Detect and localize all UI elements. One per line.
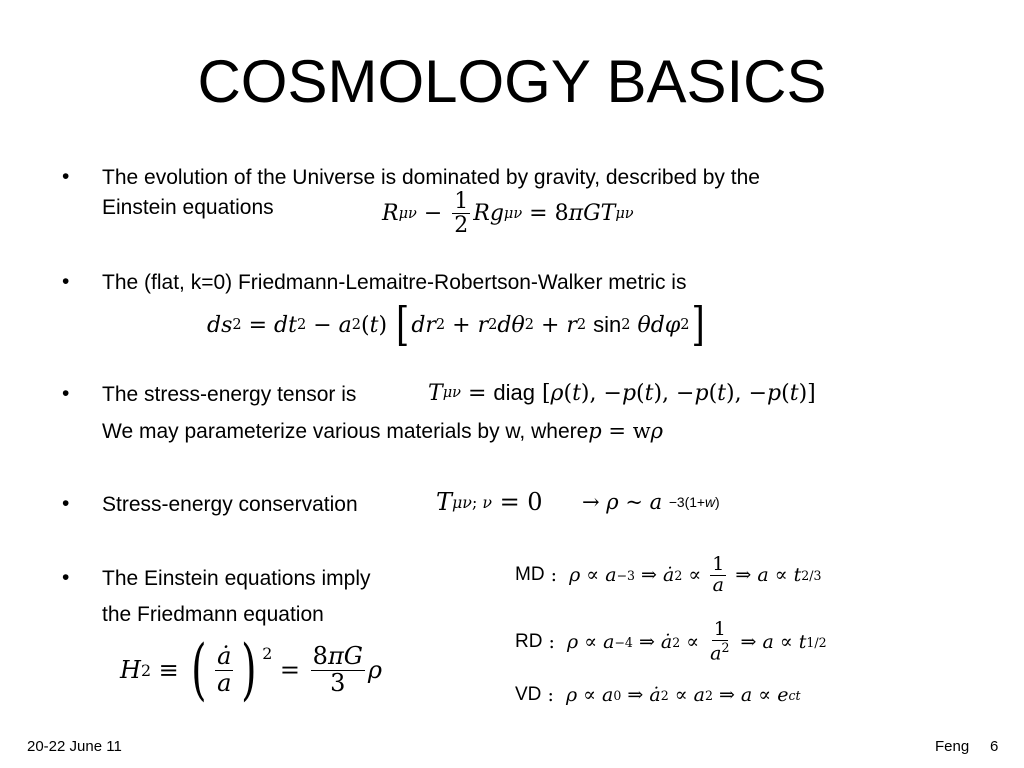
bullet-4-text: Stress-energy conservation: [102, 493, 358, 516]
bullet-marker: •: [62, 270, 70, 293]
slide-title: COSMOLOGY BASICS: [197, 48, 827, 115]
stress-energy-tensor-equation: T μ ν = diag [ ρ ( t ), − p ( t ), − p ( t ), − p ( t )]: [428, 380, 816, 406]
footer-date: 20-22 June 11: [27, 738, 122, 755]
bullet-5-line-2: the Friedmann equation: [102, 603, 324, 626]
bullet-1-line-1: The evolution of the Universe is dominated by gravity, described by the: [102, 166, 760, 189]
page-number: 6: [990, 738, 999, 755]
bullet-3-line-2: [102, 416, 663, 447]
bullet-marker: •: [62, 382, 70, 405]
vacuum-dominated-relation: VD : ρ ∝ a 0 ⇒ ȧ 2 ∝ a 2 ⇒ a ∝ e ct: [515, 684, 801, 706]
bullet-marker: •: [62, 566, 70, 589]
friedmann-equation: H 2 ≡ ( $\frac{ȧ}{a}$ ) $^2$ = $\frac{8\pi G}{3}$ ρ: [120, 631, 382, 708]
conservation-result: → ρ ~ a −3(1+w): [582, 490, 720, 514]
bullet-2-text: The (flat, k=0) Friedmann-Lemaitre-Robertson-Walker metric is: [102, 271, 687, 294]
bullet-3-line-2-text: We may parameterize various materials by w, where: [102, 420, 589, 443]
footer-author: Feng: [935, 738, 970, 755]
bullet-marker: •: [62, 492, 70, 515]
matter-dominated-relation: MD : ρ ∝ a −3 ⇒ ȧ 2 ∝ $\frac{1}{a}$ ⇒ a ∝ t 2/3: [515, 553, 822, 596]
bullet-5-line-1: The Einstein equations imply: [102, 567, 371, 590]
frw-metric-equation: ds 2 = dt 2 − a 2 ( t ) [ dr 2 + r 2 dθ 2 + r 2 sin 2 θdφ 2 ]: [207, 298, 705, 352]
radiation-dominated-relation: RD : ρ ∝ a −4 ⇒ ȧ 2 ∝ $\frac{1}{a^2}$ ⇒ a ∝ t 1/2: [515, 618, 827, 665]
einstein-equation: R μν − $\frac{1}{2}$ Rg μν = 8 πGT μν: [382, 189, 634, 239]
bullet-marker: •: [62, 165, 70, 188]
bullet-1-line-2: Einstein equations: [102, 196, 274, 219]
equation-of-state: p = wρ: [588, 419, 664, 443]
conservation-equation: T μν ; ν = 0: [436, 488, 543, 516]
bullet-3-line-1: The stress-energy tensor is: [102, 383, 357, 406]
